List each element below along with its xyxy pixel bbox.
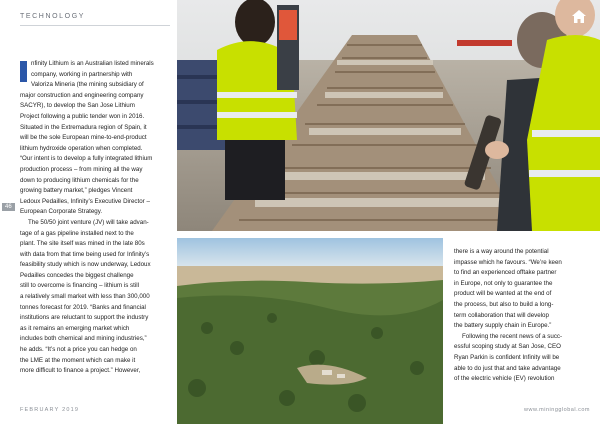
section-rule xyxy=(20,25,170,26)
article-line: there is a way around the potential xyxy=(454,248,549,255)
article-line: plant. The site itself was mined in the late 80s xyxy=(20,240,145,248)
article-line: European Corporate Strategy. xyxy=(20,208,103,216)
footer-website: www.miningglobal.com xyxy=(524,407,590,413)
article-line: production process – from mining all the way xyxy=(20,165,143,173)
article-line: with data from that time being used for Infinity’s xyxy=(20,250,150,258)
article-line: nfinity Lithium is an Australian listed minerals xyxy=(31,60,154,67)
article-line: impasse which he favours. “We’re keen xyxy=(454,258,562,266)
article-line: tonnes forecast for 2019. “Banks and financial xyxy=(20,303,146,311)
article-line: company, working in partnership with xyxy=(31,70,133,78)
article-line: Pedailles concedes the biggest challenge xyxy=(20,271,134,279)
article-line: still to overcome is financing – lithium is still xyxy=(20,282,139,290)
article-line: able to do just that and take advantage xyxy=(454,364,561,372)
article-line: lithium hydroxide operation when completed. xyxy=(20,144,143,152)
article-line: will be the sole European mine-to-end-product xyxy=(20,134,147,142)
core-samples-photo xyxy=(177,0,600,231)
right-lines xyxy=(454,247,594,385)
section-title: TECHNOLOGY xyxy=(20,13,86,20)
article-line: growing battery market,” pledges Vincent xyxy=(20,187,133,195)
article-line: “Our intent is to develop a fully integrated lithium xyxy=(20,155,153,163)
article-line: Ryan Parkin is confident Infinity will be xyxy=(454,353,560,361)
page-number-left: 46 xyxy=(2,203,15,211)
article-line: Situated in the Extremadura region of Spain, it xyxy=(20,123,147,131)
left-article-column xyxy=(20,59,172,377)
article-line: down to producing lithium chemicals for the xyxy=(20,176,139,184)
article-line: the process, but also to build a long- xyxy=(454,300,554,308)
article-line: tage of a gas pipeline installed next to the xyxy=(20,229,134,237)
article-line: The 50/50 joint venture (JV) will take advan- xyxy=(28,218,149,226)
dropcap xyxy=(20,61,27,82)
article-line: in Europe, not only to guarantee the xyxy=(454,279,553,287)
article-line: a relatively small market with less than 300,000 xyxy=(20,293,150,301)
left-lines xyxy=(20,59,172,377)
article-line: the LME at the moment which can make it xyxy=(20,356,136,364)
article-line: Following the recent news of a succ- xyxy=(462,332,563,340)
article-line: includes both chemical and mining industries,” xyxy=(20,335,147,343)
article-line: the battery supply chain in Europe.” xyxy=(454,322,552,330)
article-line: essful scoping study at San Jose, CEO xyxy=(454,343,561,351)
article-line: he adds. “It’s not a price you can hedge on xyxy=(20,346,137,354)
article-line: Valoriza Mineria (the mining subsidiary of xyxy=(31,81,144,89)
article-line: of the electric vehicle (EV) revolution xyxy=(454,375,555,383)
right-article-column xyxy=(454,247,594,385)
article-line: more difficult to finance a project.” However, xyxy=(20,367,141,375)
article-line: term collaboration that will develop xyxy=(454,311,549,319)
article-line: Ledoux Pedailles, Infinity’s Executive Director – xyxy=(20,197,150,205)
article-line: major construction and engineering company xyxy=(20,91,144,99)
article-line: as it remains an emerging market which xyxy=(20,324,130,332)
footer-date: FEBRUARY 2019 xyxy=(20,407,80,413)
aerial-landscape-photo xyxy=(177,238,443,424)
article-line: product will be wanted at the end of xyxy=(454,290,552,298)
article-line: Project following a public tender won in 2016. xyxy=(20,112,145,120)
home-icon[interactable] xyxy=(572,10,586,23)
article-line: to find an experienced offtake partner xyxy=(454,269,557,277)
article-line: institutions are reluctant to support the industry xyxy=(20,314,149,322)
article-line: feasibility study which is now underway, Ledoux xyxy=(20,261,151,269)
article-line: SACYR), to develop the San Jose Lithium xyxy=(20,102,135,110)
